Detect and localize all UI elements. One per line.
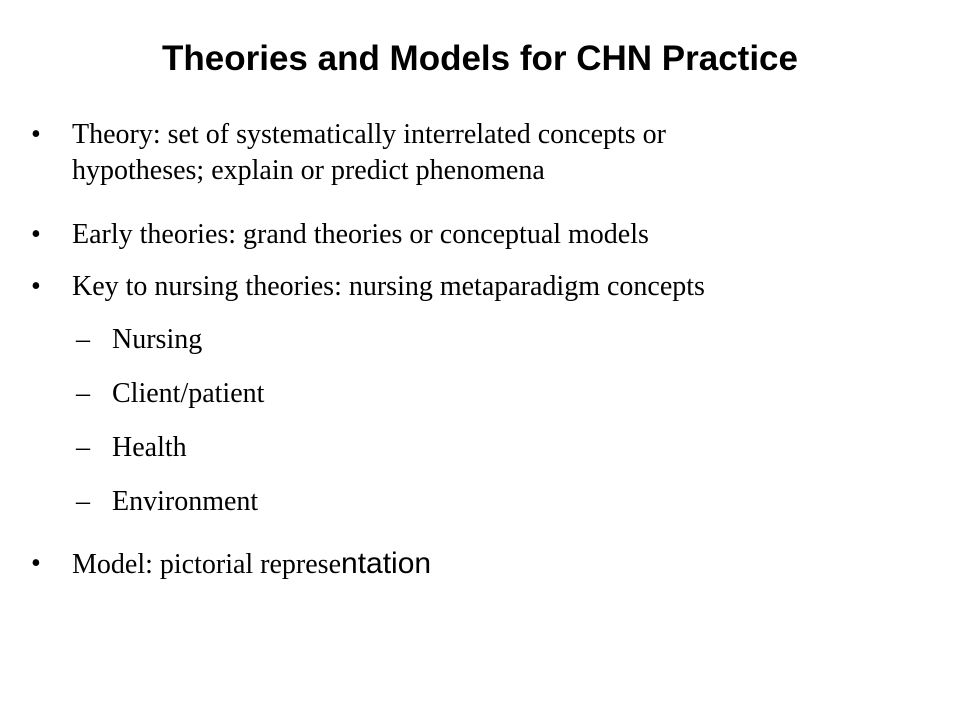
sub-item-text: Client/patient (112, 378, 265, 409)
bullet-theory (31, 117, 922, 189)
bullet-marker: • (31, 119, 41, 150)
bullet-text-sans: ntation (341, 547, 432, 580)
slide-title: Theories and Models for CHN Practice (162, 39, 798, 78)
sub-item-environment (76, 484, 892, 520)
sub-item-text: Environment (112, 486, 259, 517)
sub-marker: – (76, 432, 90, 463)
sub-item-health (76, 430, 892, 466)
bullet-text-line: hypotheses; explain or predict phenomena (72, 155, 545, 186)
sub-item-nursing (76, 322, 892, 358)
sub-marker: – (76, 324, 90, 355)
bullet-marker: • (31, 219, 41, 250)
sub-item-text: Health (112, 432, 187, 463)
sub-marker: – (76, 486, 90, 517)
bullet-key-to-nursing (31, 269, 922, 305)
sub-marker: – (76, 378, 90, 409)
bullet-text-serif: Model: pictorial represe (72, 549, 342, 580)
sub-item-client (76, 376, 892, 412)
bullet-text-line (72, 546, 922, 583)
bullet-text-line: Early theories: grand theories or conceptual models (72, 219, 649, 250)
bullet-marker: • (31, 548, 41, 579)
sub-item-text: Nursing (112, 324, 203, 355)
bullet-text-line: Theory: set of systematically interrelated concepts or (72, 119, 667, 150)
bullet-early-theories (31, 217, 922, 253)
bullet-model (31, 546, 922, 583)
bullet-text-line: Key to nursing theories: nursing metaparadigm concepts (72, 271, 705, 302)
bullet-marker: • (31, 271, 41, 302)
